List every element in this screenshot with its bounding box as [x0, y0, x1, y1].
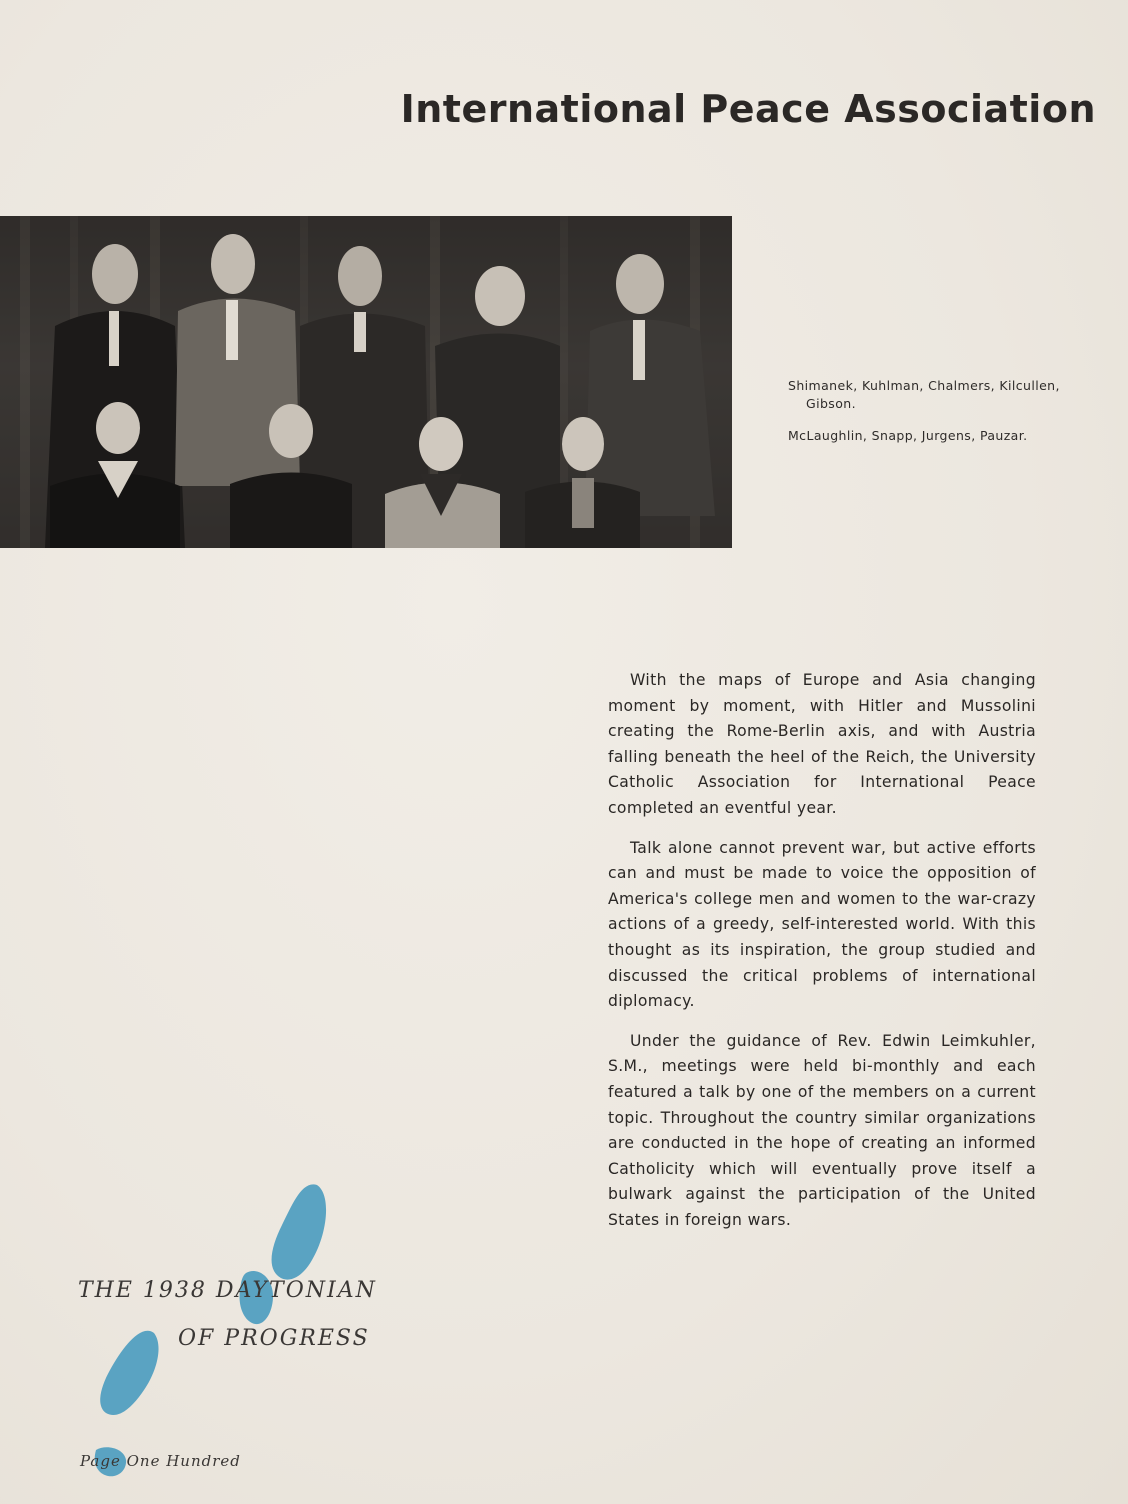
brand-line-2: OF PROGRESS: [178, 1326, 370, 1351]
photo-caption: [788, 377, 1098, 459]
caption-back-row: Shimanek, Kuhlman, Chalmers, Kilcullen, Gibson.: [788, 378, 1060, 411]
footprint-icon: [96, 1328, 164, 1420]
caption-front-row: McLaughlin, Snapp, Jurgens, Pauzar.: [788, 428, 1028, 443]
article-body: [608, 668, 1036, 1247]
group-photo: [0, 216, 732, 548]
page-folio: Page One Hundred: [80, 1452, 241, 1470]
paragraph: Talk alone cannot prevent war, but active efforts can and must be made to voice the opposition of America's college men and women to the war-crazy actions of a greedy, self-interested world. With this thought as its inspiration, the group studied and discussed the critical problems of international diplomacy.: [608, 838, 1036, 1011]
paragraph: Under the guidance of Rev. Edwin Leimkuhler, S.M., meetings were held bi-monthly and each featured a talk by one of the members on a current topic. Throughout the country similar organizations are conducted in the hope of creating an informed Catholicity which will eventually prove itself a bulwark against the participation of the United States in foreign wars.: [608, 1031, 1036, 1229]
group-photo-icon: [0, 216, 732, 548]
brand-line-1: THE 1938 DAYTONIAN: [78, 1278, 377, 1303]
page-title: International Peace Association: [400, 87, 1096, 132]
paragraph: With the maps of Europe and Asia changing moment by moment, with Hitler and Mussolini creating the Rome-Berlin axis, and with Austria falling beneath the heel of the Reich, the University Catholic Association for International Peace completed an eventful year.: [608, 671, 1036, 817]
